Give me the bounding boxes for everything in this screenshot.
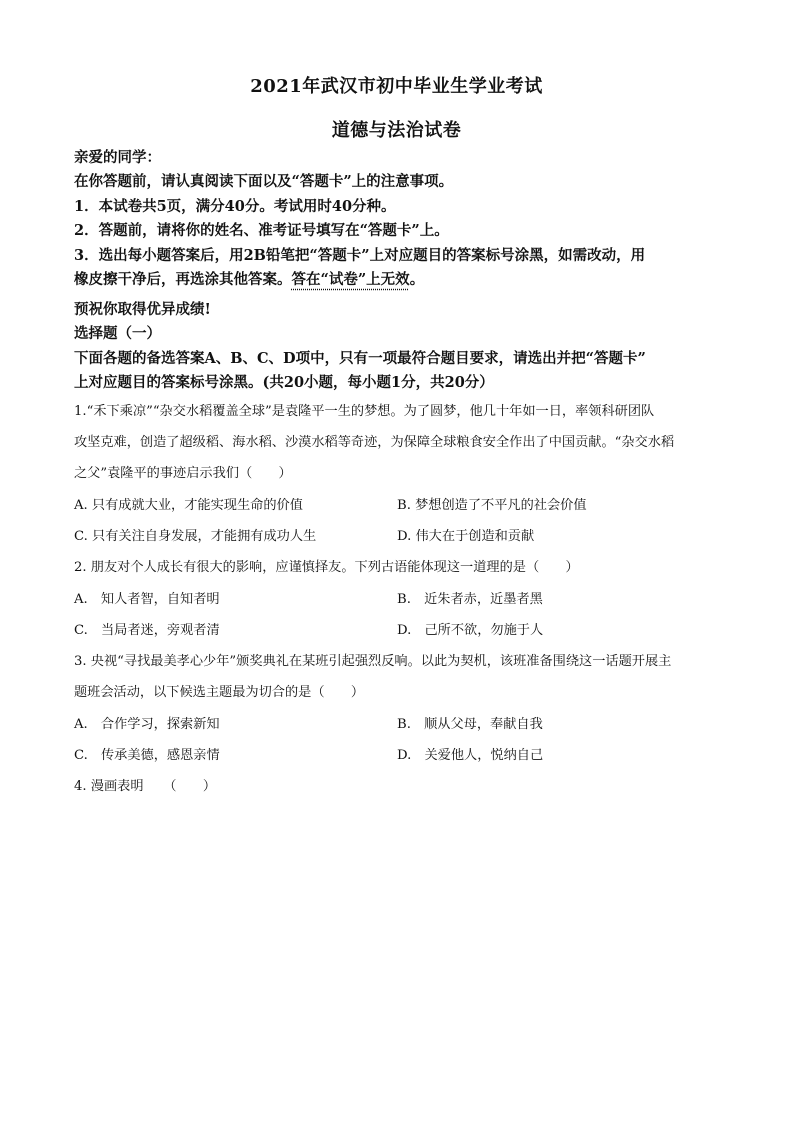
- question-2-option-c[interactable]: C. 当局者迷，旁观者清: [74, 623, 220, 638]
- question-3-option-b[interactable]: B. 顺从父母，奉献自我: [397, 717, 543, 732]
- question-1-option-b[interactable]: B. 梦想创造了不平凡的社会价值: [397, 498, 587, 513]
- notice-item-3: 3．选出每小题答案后，用2B铅笔把“答题卡”上对应题目的答案标号涂黑，如需改动，用: [74, 247, 646, 264]
- question-1-line-3: 之父”袁隆平的事迹启示我们（ ）: [74, 466, 292, 481]
- question-1-option-c[interactable]: C. 只有关注自身发展，才能拥有成功人生: [74, 529, 317, 544]
- notice-text-end: 。: [409, 271, 425, 288]
- exam-subtitle: 道德与法治试卷: [331, 120, 462, 141]
- question-1-line-2: 攻坚克难，创造了超级稻、海水稻、沙漠水稻等奇迹，为保障全球粮食安全作出了中国贡献。“杂交水稻: [74, 435, 675, 450]
- question-3-option-a[interactable]: A. 合作学习，探索新知: [74, 717, 220, 732]
- question-1-option-d[interactable]: D. 伟大在于创造和贡献: [397, 529, 535, 544]
- notice-item-3-continued: [74, 268, 724, 292]
- question-4-line-1: 4. 漫画表明 （ ）: [74, 779, 217, 794]
- question-1-option-a[interactable]: A. 只有成就大业，才能实现生命的价值: [74, 498, 303, 513]
- instruction-line-2: 上对应题目的答案标号涂黑。(共20小题，每小题1分，共20分）: [74, 374, 494, 391]
- exam-title: 2021年武汉市初中毕业生学业考试: [250, 76, 543, 97]
- emphasis-dotted-text: 答在“试卷”上无效: [291, 271, 410, 288]
- question-2-option-b[interactable]: B. 近朱者赤，近墨者黑: [397, 592, 543, 607]
- question-2-line-1: 2. 朋友对个人成长有很大的影响，应谨慎择友。下列古语能体现这一道理的是（ ）: [74, 560, 579, 575]
- question-3-option-d[interactable]: D. 关爱他人，悦纳自己: [397, 748, 544, 763]
- instruction-line-1: 下面各题的备选答案A、B、C、D项中，只有一项最符合题目要求，请选出并把“答题卡”: [74, 350, 646, 367]
- intro-line: 在你答题前，请认真阅读下面以及“答题卡”上的注意事项。: [74, 173, 454, 190]
- notice-item-2: 2．答题前，请将你的姓名、准考证号填写在“答题卡”上。: [74, 222, 449, 239]
- question-3-line-2: 题班会活动，以下候选主题最为切合的是（ ）: [74, 685, 365, 700]
- wish-text: 预祝你取得优异成绩!: [74, 301, 211, 318]
- question-3-option-c[interactable]: C. 传承美德，感恩亲情: [74, 748, 220, 763]
- intro-greeting: 亲爱的同学：: [74, 149, 161, 166]
- section-heading: 选择题（一）: [74, 325, 161, 342]
- question-2-option-d[interactable]: D. 己所不欲，勿施于人: [397, 623, 544, 638]
- question-1-line-1: 1.“禾下乘凉”“杂交水稻覆盖全球”是袁隆平一生的梦想。为了圆梦，他几十年如一日，率领科研团队: [74, 404, 655, 419]
- question-3-line-1: 3. 央视“寻找最美孝心少年”颁奖典礼在某班引起强烈反响。以此为契机，该班准备围绕这一话题开展主: [74, 654, 672, 669]
- notice-item-1: 1．本试卷共5页，满分40分。考试用时40分种。: [74, 198, 396, 215]
- notice-text: 橡皮擦干净后，再选涂其他答案。: [74, 271, 292, 288]
- question-2-option-a[interactable]: A. 知人者智，自知者明: [74, 592, 220, 607]
